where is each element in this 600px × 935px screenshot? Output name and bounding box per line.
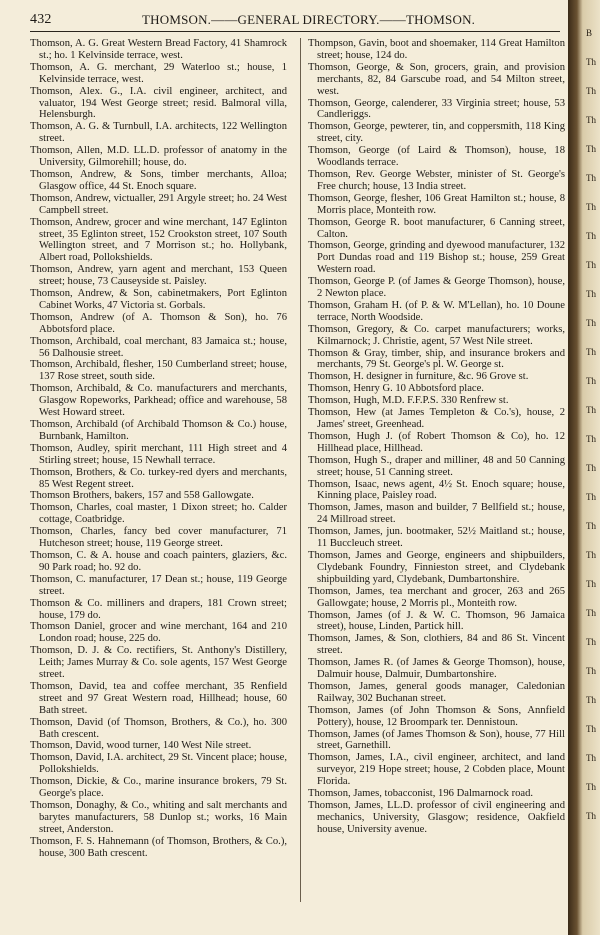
directory-entry: Thomson, James, LL.D. professor of civil engineering and mechanics, University, Glasgow; residence, Oakfield house, University avenue. (308, 800, 565, 835)
directory-entry: Thomson, A. G. merchant, 29 Waterloo st.; house, 1 Kelvinside terrace, west. (30, 61, 287, 85)
page-header (30, 12, 560, 28)
directory-entry: Thomson, Andrew, & Son, cabinetmakers, Port Eglinton Cabinet Works, 47 Victoria st. Gorbals. (30, 288, 287, 311)
spine-text-fragment: Th (586, 202, 596, 212)
directory-entry: Thomson, George P. (of James & George Thomson), house, 2 Newton place. (308, 276, 565, 300)
directory-entry: Thomson, James (of James Thomson & Son), house, 77 Hill street, Garnethill. (308, 728, 565, 752)
directory-entry: Thomson, Andrew, yarn agent and merchant, 153 Queen street; house, 73 Causeyside st. Paisley. (30, 264, 287, 288)
directory-entry: Thomson, James, I.A., civil engineer, architect, and land surveyor, 219 Hope street; house, 2 Cobden place, Mount Florida. (308, 752, 565, 788)
left-column (30, 38, 287, 860)
column-divider (300, 38, 301, 902)
spine-text-fragment: Th (586, 57, 596, 67)
directory-entry: Thomson, James (of John Thomson & Sons, Annfield Pottery), house, 12 Broompark ter. Dennistoun. (308, 704, 565, 728)
directory-entry: Thomson, George (of Laird & Thomson), house, 18 Woodlands terrace. (308, 145, 565, 169)
directory-entry: Thomson, Charles, fancy bed cover manufacturer, 71 Hutcheson street; house, 119 George street. (30, 526, 287, 550)
spine-text-fragment: Th (586, 86, 596, 96)
directory-entry: Thomson, James, tea merchant and grocer, 263 and 265 Gallowgate; house, 2 Morris pl., Monteith row. (308, 585, 565, 609)
spine-text-fragment: Th (586, 637, 596, 647)
directory-entry: Thomson, Hew (at James Templeton & Co.'s), house, 2 James' street, Greenhead. (308, 407, 565, 430)
directory-entry: Thomson, Rev. George Webster, minister of St. George's Free church; house, 13 India street. (308, 168, 565, 192)
header-rule (30, 31, 560, 32)
directory-entry: Thomson, James R. (of James & George Thomson), house, Dalmuir house, Dalmuir, Dumbartonshire. (308, 657, 565, 681)
directory-entry: Thomson, David, tea and coffee merchant, 35 Renfield street and 97 Great Western road, Hillhead; house, 60 Bath street. (30, 680, 287, 716)
directory-entry: Thomson, James, tobacconist, 196 Dalmarnock road. (308, 788, 534, 800)
spine-text-fragment: Th (586, 231, 596, 241)
spine-text-fragment: Th (586, 144, 596, 154)
spine-text-fragment: Th (586, 463, 596, 473)
spine-text-fragment: Th (586, 376, 596, 386)
spine-text-fragment: Th (586, 811, 596, 821)
directory-entry: Thompson, Gavin, boot and shoemaker, 114 Great Hamilton street; house, 124 do. (308, 38, 565, 61)
directory-entry: Thomson, F. S. Hahnemann (of Thomson, Brothers, & Co.), house, 300 Bath crescent. (30, 835, 287, 859)
spine-text-fragment: Th (586, 579, 596, 589)
spine-text-fragment: Th (586, 289, 596, 299)
spine-text-fragment: B (586, 28, 593, 38)
directory-entry: Thomson, Archibald, coal merchant, 83 Jamaica st.; house, 56 Dalhousie street. (30, 335, 287, 359)
directory-entry: Thomson, A. G. & Turnbull, I.A. architects, 122 Wellington street. (30, 121, 287, 145)
spine-text-fragment: Th (586, 492, 596, 502)
directory-entry: Thomson, James, jun. bootmaker, 52½ Maitland st.; house, 11 Buccleuch street. (308, 526, 565, 550)
directory-entry: Thomson, Dickie, & Co., marine insurance brokers, 79 St. George's place. (30, 776, 287, 800)
directory-entry: Thomson, Brothers, & Co. turkey-red dyers and merchants, 85 West Regent street. (30, 466, 287, 490)
spine-text-fragment: Th (586, 115, 596, 125)
directory-entry: Thomson, A. G. Great Western Bread Factory, 41 Shamrock st.; ho. 1 Kelvinside terrace, west. (30, 38, 287, 61)
spine-text-fragment: Th (586, 695, 596, 705)
spine-text-fragment: Th (586, 173, 596, 183)
directory-entry: Thomson, Andrew, grocer and wine merchant, 147 Eglinton street, 35 Eglinton street, 152 Crookston street, 107 South Wellington street, and 7 Morrison st.; ho. Hollybank, Albert road, Pollokshields. (30, 216, 287, 264)
directory-entry: Thomson, Archibald, flesher, 150 Cumberland street; house, 137 Rose street, south side. (30, 359, 287, 383)
directory-entry: Thomson, George, & Son, grocers, grain, and provision merchants, 82, 84 Garscube road, and 54 Milton street, west. (308, 61, 565, 97)
spine-text-fragment: Th (586, 782, 596, 792)
spine-text-fragment: Th (586, 608, 596, 618)
directory-entry: Thomson, Graham H. (of P. & W. M'Lellan), ho. 10 Doune terrace, North Woodside. (308, 299, 565, 323)
directory-entry: Thomson, George, calenderer, 33 Virginia street; house, 53 Candleriggs. (308, 97, 565, 121)
directory-entry: Thomson, Charles, coal master, 1 Dixon street; ho. Calder cottage, Coatbridge. (30, 502, 287, 526)
directory-entry: Thomson Brothers, bakers, 157 and 558 Gallowgate. (30, 490, 254, 502)
directory-entry: Thomson, George R. boot manufacturer, 6 Canning street, Calton. (308, 216, 565, 240)
spine-text-fragment: Th (586, 724, 596, 734)
directory-entry: Thomson & Co. milliners and drapers, 181 Crown street; house, 179 do. (30, 597, 287, 621)
spine-text-fragment: Th (586, 434, 596, 444)
spine-text-fragment: Th (586, 753, 596, 763)
spine-text-fragment: Th (586, 260, 596, 270)
directory-entry: Thomson, George, pewterer, tin, and coppersmith, 118 King street, city. (308, 121, 565, 145)
directory-entry: Thomson, Henry G. 10 Abbotsford place. (308, 383, 484, 395)
directory-entry: Thomson, Archibald, & Co. manufacturers and merchants, Glasgow Ropeworks, Parkhead; office and warehouse, 58 West Howard street. (30, 383, 287, 419)
spine-text-fragment: Th (586, 666, 596, 676)
directory-entry: Thomson, Allen, M.D. LL.D. professor of anatomy in the University, Gilmorehill; house, do. (30, 145, 287, 169)
directory-entry: Thomson, James, & Son, clothiers, 84 and 86 St. Vincent street. (308, 633, 565, 657)
directory-entry: Thomson, James, general goods manager, Caledonian Railway, 302 Buchanan street. (308, 680, 565, 704)
page-number: 432 (30, 12, 52, 27)
directory-entry: Thomson, Hugh, M.D. F.F.P.S. 330 Renfrew st. (308, 395, 509, 407)
directory-entry: Thomson, Andrew, victualler, 291 Argyle street; ho. 24 West Campbell street. (30, 192, 287, 216)
directory-entry: Thomson, D. J. & Co. rectifiers, St. Anthony's Distillery, Leith; James Murray & Co. sole agents, 157 West George street. (30, 645, 287, 681)
directory-entry: Thomson, Andrew, & Sons, timber merchants, Alloa; Glasgow office, 44 St. Enoch square. (30, 168, 287, 192)
directory-entry: Thomson & Gray, timber, ship, and insurance brokers and merchants, 79 St. George's pl. W. George st. (308, 347, 565, 371)
spine-text-fragment: Th (586, 318, 596, 328)
directory-entry: Thomson, James (of J. & W. C. Thomson, 96 Jamaica street), house, Linden, Partick hill. (308, 609, 565, 633)
directory-entry: Thomson, H. designer in furniture, &c. 96 Grove st. (308, 371, 529, 383)
directory-entry: Thomson, Hugh S., draper and milliner, 48 and 50 Canning street; house, 51 Canning street. (308, 454, 565, 478)
directory-entry: Thomson, David, wood turner, 140 West Nile street. (30, 740, 252, 752)
directory-entry: Thomson, Donaghy, & Co., whiting and salt merchants and barytes manufacturers, 58 Dunlop st.; works, 16 Main street, Anderston. (30, 800, 287, 835)
right-column (308, 38, 565, 836)
spine-text-fragment: Th (586, 405, 596, 415)
directory-entry: Thomson, James and George, engineers and shipbuilders, Clydebank Foundry, Finnieston street, and Clydebank shipbuilding yard, Clydebank, Dumbartonshire. (308, 549, 565, 585)
directory-entry: Thomson, David (of Thomson, Brothers, & Co.), ho. 300 Bath crescent. (30, 716, 287, 740)
directory-entry: Thomson, George, flesher, 106 Great Hamilton st.; house, 8 Morris place, Monteith row. (308, 192, 565, 216)
directory-entry: Thomson, James, mason and builder, 7 Bellfield st.; house, 24 Millroad street. (308, 502, 565, 526)
directory-entry: Thomson, Gregory, & Co. carpet manufacturers; works, Kilmarnock; J. Christie, agent, 57 West Nile street. (308, 323, 565, 347)
directory-entry: Thomson, C. & A. house and coach painters, glaziers, &c. 90 Park road; ho. 92 do. (30, 549, 287, 573)
directory-entry: Thomson, George, grinding and dyewood manufacturer, 132 Port Dundas road and 119 Bishop st.; house, 259 Great Western road. (308, 240, 565, 276)
directory-entry: Thomson, Archibald (of Archibald Thomson & Co.) house, Burnbank, Hamilton. (30, 419, 287, 442)
directory-entry: Thomson, C. manufacturer, 17 Dean st.; house, 119 George street. (30, 573, 287, 597)
directory-entry: Thomson Daniel, grocer and wine merchant, 164 and 210 London road; house, 225 do. (30, 621, 287, 645)
spine-text-fragment: Th (586, 550, 596, 560)
directory-entry: Thomson, Hugh J. (of Robert Thomson & Co), ho. 12 Hillhead place, Hillhead. (308, 430, 565, 454)
directory-entry: Thomson, Alex. G., I.A. civil engineer, architect, and valuator, 194 West George street; resid. Balmoral villa, Helensburgh. (30, 85, 287, 121)
directory-entry: Thomson, Audley, spirit merchant, 111 High street and 4 Stirling street; house, 15 Newhall terrace. (30, 442, 287, 466)
directory-entry: Thomson, Andrew (of A. Thomson & Son), ho. 76 Abbotsford place. (30, 311, 287, 335)
directory-entry: Thomson, Isaac, news agent, 4½ St. Enoch square; house, Kinning place, Paisley road. (308, 478, 565, 502)
spine-text-fragment: Th (586, 347, 596, 357)
running-title: THOMSON.——GENERAL DIRECTORY.——THOMSON. (142, 12, 476, 27)
adjacent-page-edge (568, 0, 600, 935)
spine-text-fragment: Th (586, 521, 596, 531)
directory-entry: Thomson, David, I.A. architect, 29 St. Vincent place; house, Pollokshields. (30, 752, 287, 776)
